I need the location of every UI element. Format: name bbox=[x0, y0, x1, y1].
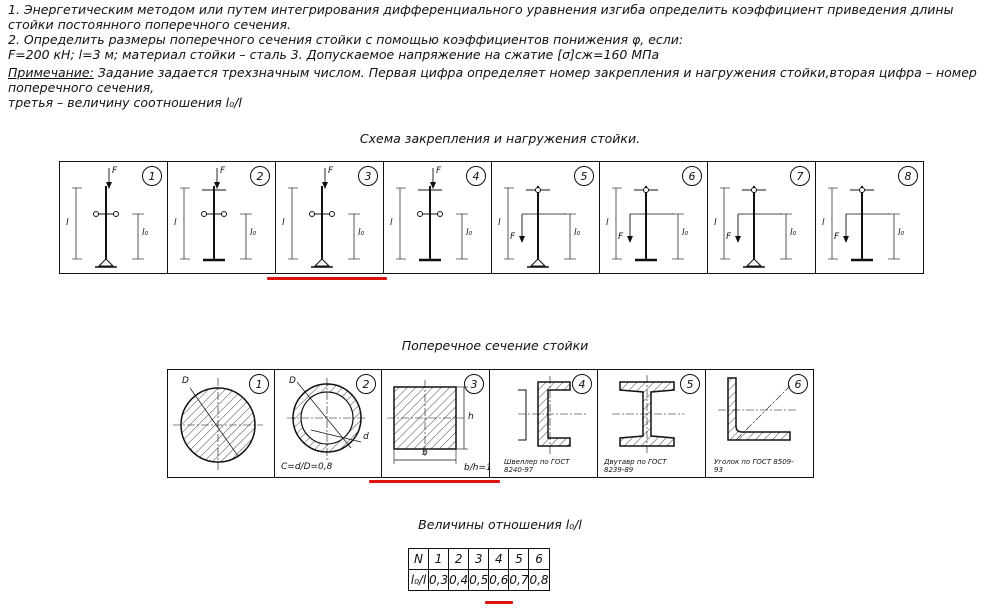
column-diagram bbox=[816, 162, 924, 273]
force-label: F bbox=[510, 232, 516, 242]
column-diagram bbox=[168, 162, 276, 273]
schemes-title: Схема закрепления и нагружения стойки. bbox=[359, 131, 641, 146]
scheme-number-2: 2 bbox=[250, 166, 270, 186]
label-b: b bbox=[422, 448, 428, 458]
section-cell-2 bbox=[275, 370, 382, 477]
scheme-number-1: 1 bbox=[142, 166, 162, 186]
ratio-cell: 0,7 bbox=[509, 570, 529, 591]
ratio-cell: 0,4 bbox=[449, 570, 469, 591]
length-label: l bbox=[282, 218, 285, 228]
scheme-cell-2 bbox=[168, 162, 276, 273]
length-part-label: l₀ bbox=[142, 228, 149, 238]
scheme-cell-7 bbox=[708, 162, 816, 273]
length-label: l bbox=[714, 218, 717, 228]
section-strip bbox=[167, 369, 814, 478]
scheme-cell-6 bbox=[600, 162, 708, 273]
scheme-number-8: 8 bbox=[898, 166, 918, 186]
section-number-1: 1 bbox=[249, 374, 269, 394]
ratio-title: Величины отношения l₀/l bbox=[418, 517, 582, 532]
label-h: h bbox=[468, 412, 474, 422]
ratio-row-values bbox=[409, 570, 550, 591]
n-cell: 2 bbox=[449, 549, 469, 570]
force-label: F bbox=[726, 232, 732, 242]
force-label: F bbox=[436, 166, 442, 176]
square-section bbox=[382, 370, 489, 477]
scheme-number-5: 5 bbox=[574, 166, 594, 186]
force-label: F bbox=[112, 166, 118, 176]
ratio-row-n bbox=[409, 549, 550, 570]
ring-ratio: C=d/D=0,8 bbox=[281, 462, 333, 472]
ring-section bbox=[275, 370, 381, 477]
scheme-strip bbox=[59, 161, 924, 274]
n-cell: 6 bbox=[529, 549, 549, 570]
force-label: F bbox=[328, 166, 334, 176]
section-number-4: 4 bbox=[572, 374, 592, 394]
column-diagram bbox=[384, 162, 492, 273]
note-label: Примечание: bbox=[8, 65, 94, 80]
label-d: d bbox=[363, 432, 369, 442]
note-text: Задание задается трехзначным числом. Первая цифра определяет номер закрепления и нагружения стойки,вторая цифра – номер поперечного сечения, bbox=[8, 65, 977, 95]
task-text bbox=[8, 2, 993, 110]
n-cell: 3 bbox=[469, 549, 489, 570]
sections-title: Поперечное сечение стойки bbox=[401, 338, 589, 353]
length-part-label: l₀ bbox=[790, 228, 797, 238]
column-diagram bbox=[600, 162, 708, 273]
square-ratio: b/h=1 bbox=[464, 463, 492, 473]
solid-circle-section bbox=[168, 370, 274, 477]
scheme-number-6: 6 bbox=[682, 166, 702, 186]
column-diagram bbox=[60, 162, 168, 273]
length-label: l bbox=[390, 218, 393, 228]
scheme-cell-3 bbox=[276, 162, 384, 273]
scheme-number-4: 4 bbox=[466, 166, 486, 186]
section-cell-1 bbox=[168, 370, 275, 477]
length-label: l bbox=[822, 218, 825, 228]
ibeam-caption: Двутавр по ГОСТ 8239-89 bbox=[604, 458, 667, 474]
force-label: F bbox=[834, 232, 840, 242]
scheme-number-7: 7 bbox=[790, 166, 810, 186]
length-part-label: l₀ bbox=[898, 228, 905, 238]
length-part-label: l₀ bbox=[250, 228, 257, 238]
section-cell-3 bbox=[382, 370, 490, 477]
column-diagram bbox=[708, 162, 816, 273]
section-cell-5 bbox=[598, 370, 706, 477]
ratio-cell: 0,5 bbox=[469, 570, 489, 591]
section-cell-6 bbox=[706, 370, 813, 477]
label-D: D bbox=[182, 376, 189, 386]
length-part-label: l₀ bbox=[466, 228, 473, 238]
task-line-3: F=200 кН; l=3 м; материал стойки – сталь 3. Допускаемое напряжение на сжатие [σ]сж=160 МПа bbox=[8, 47, 660, 62]
ratio-table bbox=[408, 548, 550, 591]
length-part-label: l₀ bbox=[682, 228, 689, 238]
section-number-5: 5 bbox=[680, 374, 700, 394]
section-cell-4 bbox=[490, 370, 598, 477]
scheme-number-3: 3 bbox=[358, 166, 378, 186]
label-D-ring: D bbox=[289, 376, 296, 386]
task-note bbox=[8, 65, 993, 95]
ratio-cell: 0,8 bbox=[529, 570, 549, 591]
ratio-cell: 0,3 bbox=[429, 570, 449, 591]
ratio-header-n: N bbox=[409, 549, 429, 570]
task-line-2: 2. Определить размеры поперечного сечения стойки с помощью коэффициентов понижения φ, если: bbox=[8, 32, 684, 47]
scheme-selection-mark bbox=[267, 277, 387, 280]
task-line-1: 1. Энергетическим методом или путем интегрирования дифференциального уравнения изгиба определить коэффициент приведения длины стойки постоянного поперечного сечения. bbox=[8, 2, 954, 32]
n-cell: 1 bbox=[429, 549, 449, 570]
n-cell: 4 bbox=[489, 549, 509, 570]
scheme-cell-4 bbox=[384, 162, 492, 273]
section-number-6: 6 bbox=[788, 374, 808, 394]
n-cell: 5 bbox=[509, 549, 529, 570]
length-part-label: l₀ bbox=[358, 228, 365, 238]
scheme-cell-8 bbox=[816, 162, 923, 273]
ratio-header-l0l: l₀/l bbox=[409, 570, 429, 591]
section-number-2: 2 bbox=[356, 374, 376, 394]
column-diagram bbox=[276, 162, 384, 273]
force-label: F bbox=[618, 232, 624, 242]
section-selection-mark bbox=[369, 480, 500, 483]
task-note-line-2: третья – величину соотношения l₀/l bbox=[8, 95, 242, 110]
angle-caption: Уголок по ГОСТ 8509-93 bbox=[714, 458, 794, 474]
section-number-3: 3 bbox=[464, 374, 484, 394]
ratio-cell: 0,6 bbox=[489, 570, 509, 591]
length-part-label: l₀ bbox=[574, 228, 581, 238]
length-label: l bbox=[66, 218, 69, 228]
length-label: l bbox=[606, 218, 609, 228]
length-label: l bbox=[498, 218, 501, 228]
force-label: F bbox=[220, 166, 226, 176]
ratio-selection-mark bbox=[485, 601, 513, 604]
scheme-cell-1 bbox=[60, 162, 168, 273]
length-label: l bbox=[174, 218, 177, 228]
channel-caption: Швеллер по ГОСТ 8240-97 bbox=[504, 458, 570, 474]
column-diagram bbox=[492, 162, 600, 273]
scheme-cell-5 bbox=[492, 162, 600, 273]
